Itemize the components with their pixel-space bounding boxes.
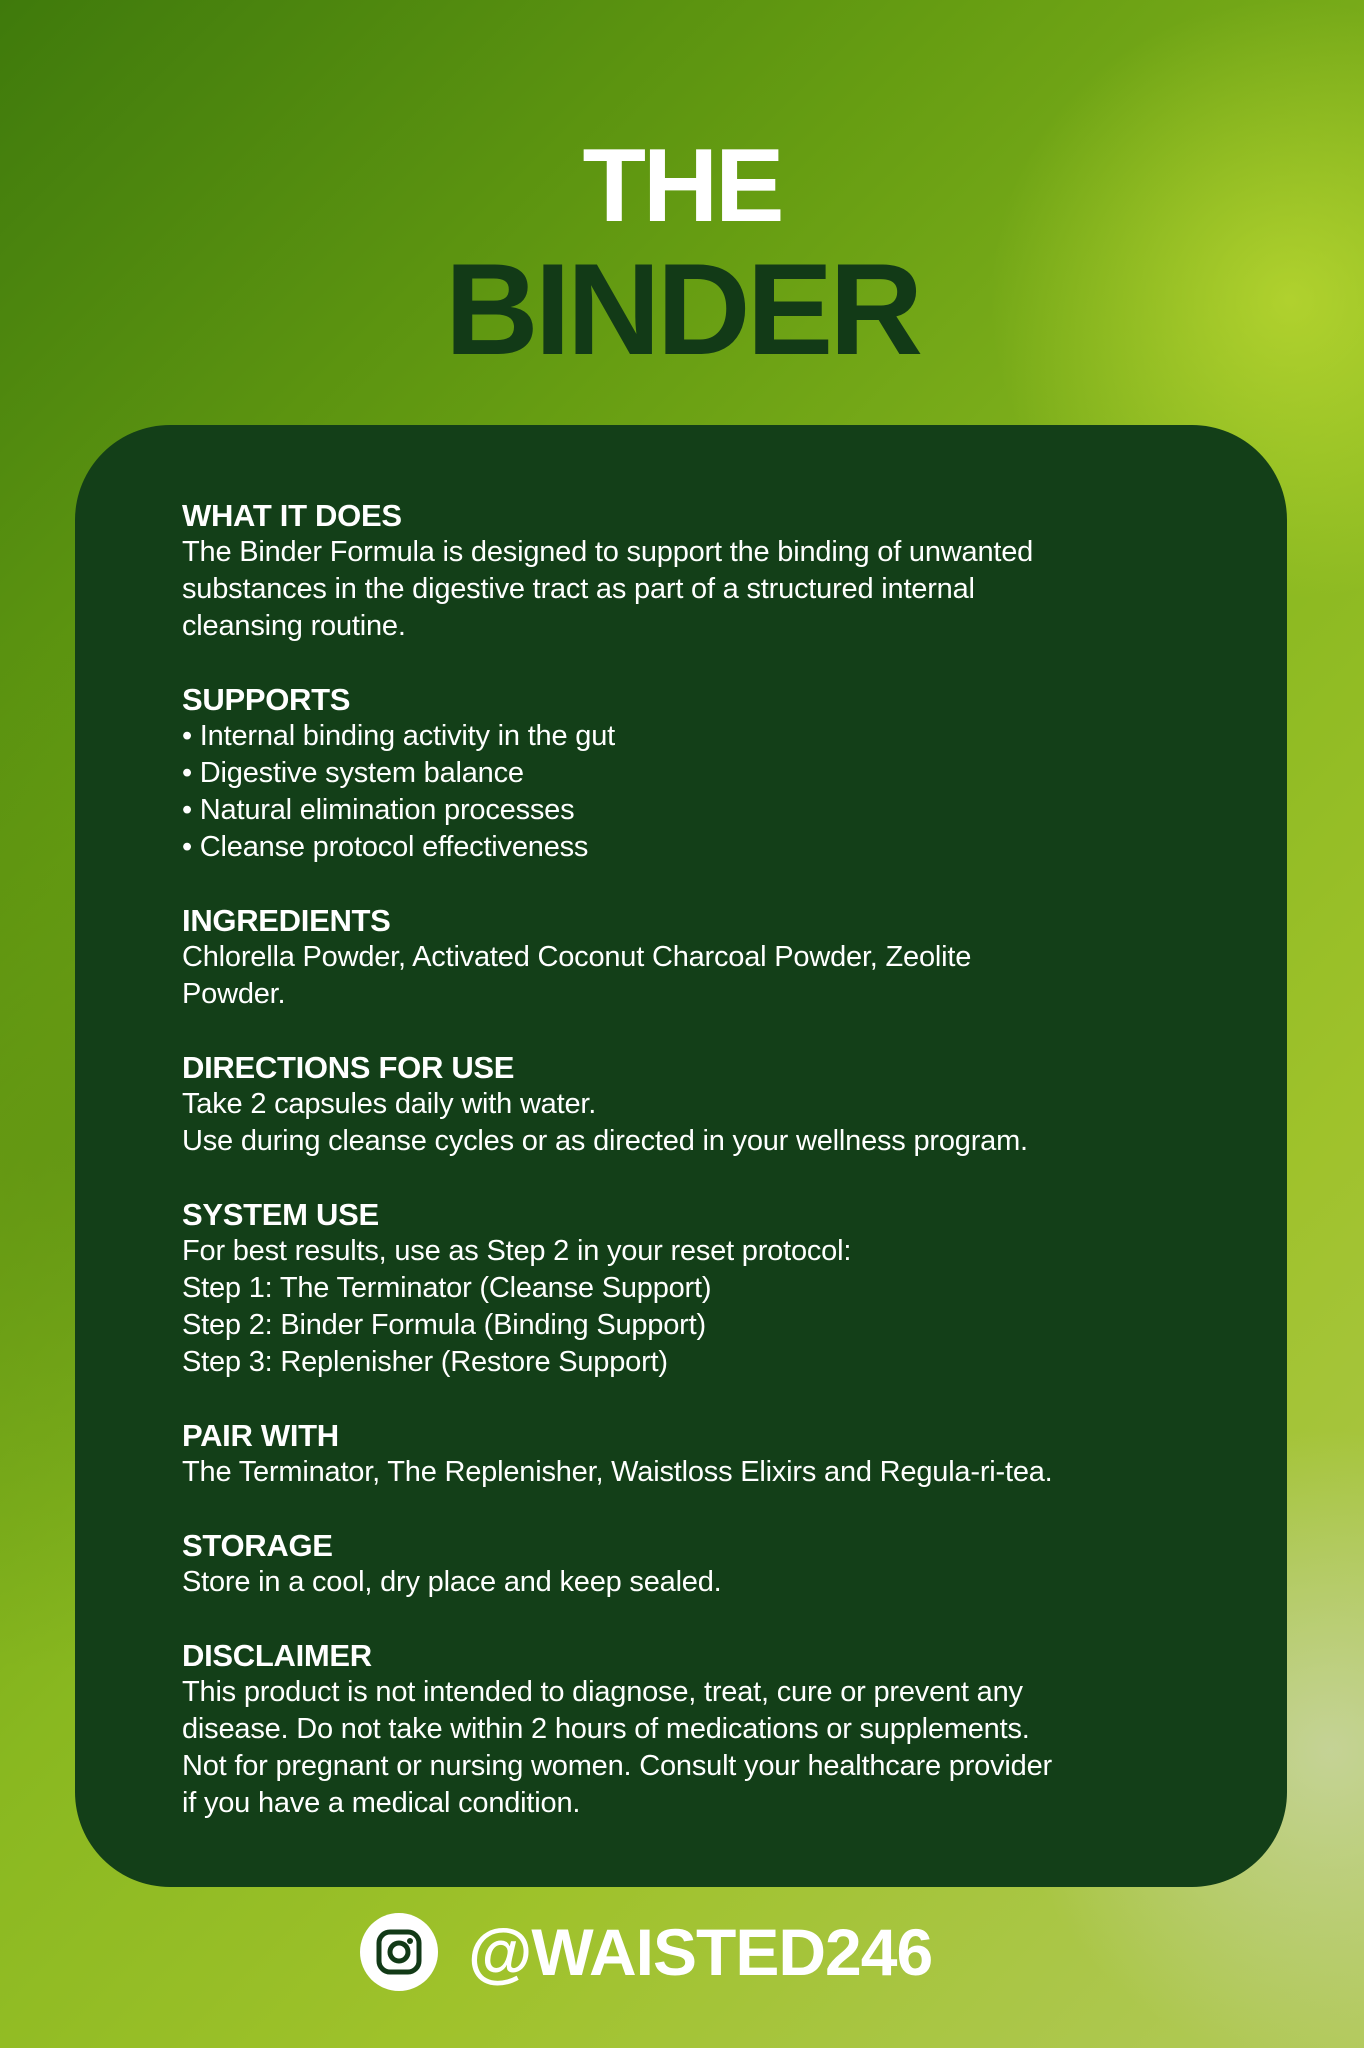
section-text: The Terminator, The Replenisher, Waistloss Elixirs and Regula-ri-tea. [182,1456,1053,1488]
section-heading: DIRECTIONS FOR USE [182,1050,515,1085]
bullet-item: • Cleanse protocol effectiveness [182,831,589,863]
bullet-item: • Internal binding activity in the gut [182,720,615,752]
section-directions [182,1049,1187,1160]
section-heading: DISCLAIMER [182,1638,372,1673]
section-text: Take 2 capsules daily with water. [182,1088,597,1120]
instagram-glyph-icon [376,1929,422,1975]
section-heading: STORAGE [182,1528,333,1563]
social-footer [360,1912,932,1992]
section-text: Chlorella Powder, Activated Coconut Charcoal Powder, Zeolite [182,941,972,973]
section-text: Use during cleanse cycles or as directed in your wellness program. [182,1125,1028,1157]
section-text: substances in the digestive tract as part of a structured internal [182,573,975,605]
bullet-item: • Natural elimination processes [182,794,575,826]
section-heading: INGREDIENTS [182,903,391,938]
section-text: Store in a cool, dry place and keep sealed. [182,1566,722,1598]
step-item: Step 3: Replenisher (Restore Support) [182,1346,668,1378]
section-text: This product is not intended to diagnose, treat, cure or prevent any [182,1676,1023,1708]
step-item: Step 1: The Terminator (Cleanse Support) [182,1272,712,1304]
section-heading: WHAT IT DOES [182,498,402,533]
section-heading: SYSTEM USE [182,1197,379,1232]
section-text: Powder. [182,978,286,1010]
section-heading: PAIR WITH [182,1418,339,1453]
section-pair-with [182,1417,1187,1491]
section-disclaimer [182,1637,1187,1822]
social-handle[interactable]: @WAISTED246 [468,1915,933,1989]
section-ingredients [182,902,1187,1013]
instagram-icon[interactable] [360,1913,438,1991]
section-text: For best results, use as Step 2 in your reset protocol: [182,1235,852,1267]
section-system-use [182,1196,1187,1381]
title-line-the: THE [582,128,782,244]
title-line-binder: BINDER [444,236,920,382]
section-text: Not for pregnant or nursing women. Consult your healthcare provider [182,1750,1052,1782]
section-supports [182,681,1187,866]
section-text: cleansing routine. [182,610,406,642]
section-text: The Binder Formula is designed to support the binding of unwanted [182,536,1034,568]
section-what-it-does [182,497,1187,645]
step-item: Step 2: Binder Formula (Binding Support) [182,1309,706,1341]
info-panel [75,425,1287,1887]
section-storage [182,1527,1187,1601]
section-heading: SUPPORTS [182,682,351,717]
section-text: disease. Do not take within 2 hours of medications or supplements. [182,1713,1030,1745]
section-text: if you have a medical condition. [182,1787,581,1819]
bullet-item: • Digestive system balance [182,757,524,789]
